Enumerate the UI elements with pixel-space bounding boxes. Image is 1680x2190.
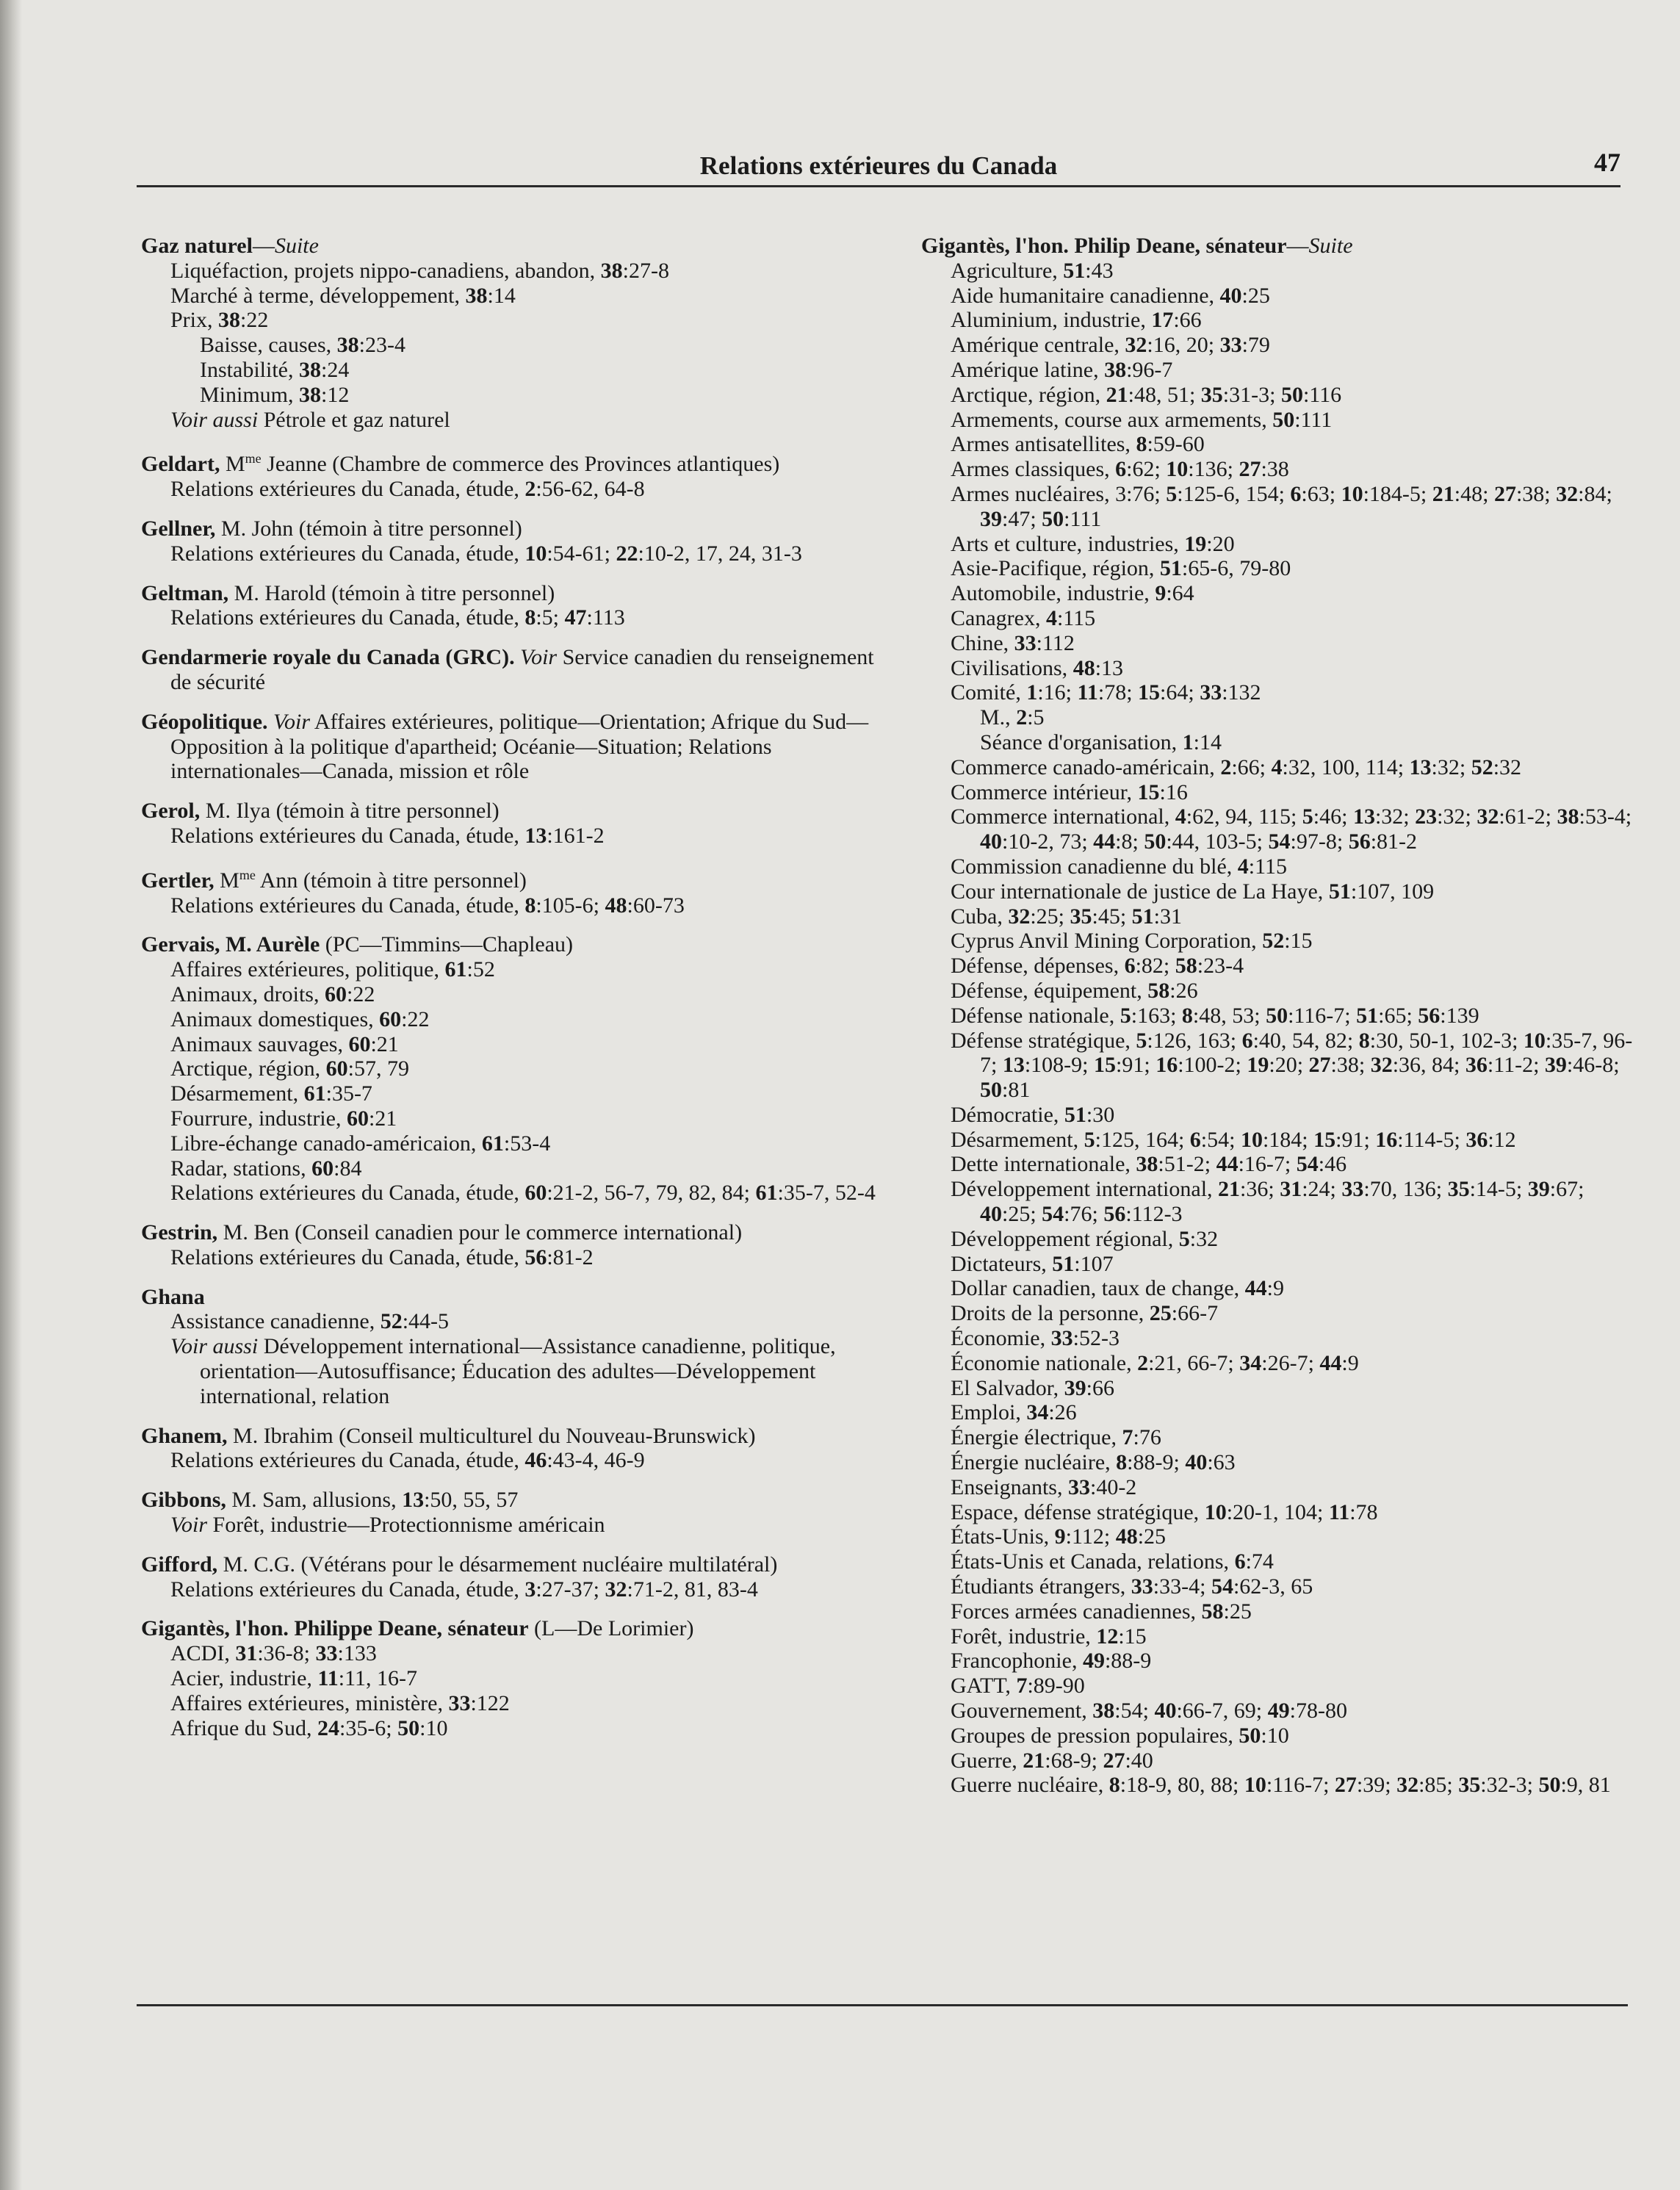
- entry-subitem: Libre-échange canado-américaion, 61:53-4: [170, 1131, 551, 1156]
- entry-subitem: États-Unis, 9:112; 48:25: [951, 1524, 1167, 1549]
- entry-heading-detail: —: [1286, 234, 1309, 258]
- entry-subitem: Commerce intérieur, 15:16: [951, 779, 1188, 804]
- index-entry: [141, 581, 876, 631]
- entry-heading-detail: Voir Affaires extérieures, politique—Orientation; Afrique du Sud—Opposition à la politique d'apartheid; Océanie—Situation; Relations internationales—Canada, mission et rôle: [170, 709, 869, 784]
- entry-heading-name: Gifford,: [141, 1552, 218, 1577]
- entry-heading-detail: M. Ilya (témoin à titre personnel): [200, 799, 500, 824]
- entry-subitem: Arts et culture, industries, 19:20: [951, 531, 1235, 556]
- entry-subitem: Marché à terme, développement, 38:14: [170, 283, 516, 308]
- entry-subitem: Armes nucléaires, 3:76; 5:125-6, 154; 6:63; 10:184-5; 21:48; 27:38; 32:84; 39:47; 50:111: [951, 481, 1612, 531]
- entry-continued-label: Suite: [1308, 234, 1353, 258]
- entry-subitem-level2: Minimum, 38:12: [200, 382, 350, 407]
- entry-subitem: Relations extérieures du Canada, étude, 2:56-62, 64-8: [170, 477, 645, 502]
- entry-heading-name: Géopolitique.: [141, 709, 268, 734]
- entry-heading-name: Gerol,: [141, 799, 201, 824]
- entry-subitem: Civilisations, 48:13: [951, 655, 1124, 680]
- entry-heading-detail: M. C.G. (Vétérans pour le désarmement nucléaire multilatéral): [217, 1552, 778, 1577]
- entry-heading: [141, 581, 876, 606]
- entry-subitem: Francophonie, 49:88-9: [951, 1649, 1152, 1674]
- index-entry: [141, 1220, 876, 1270]
- entry-subitem: Prix, 38:22: [170, 308, 269, 333]
- entry-subitem: Affaires extérieures, ministère, 33:122: [170, 1690, 510, 1715]
- entry-subitem: Défense nationale, 5:163; 8:48, 53; 50:116-7; 51:65; 56:139: [951, 1003, 1479, 1028]
- entry-subitem: Défense stratégique, 5:126, 163; 6:40, 54, 82; 8:30, 50-1, 102-3; 10:35-7, 96-7; 13:108-9; 15:91; 16:100-2; 19:20; 27:38; 32:36, 84; 36:11-2; 39:46-8; 50:81: [951, 1028, 1633, 1103]
- entry-subitem: Défense, dépenses, 6:82; 58:23-4: [951, 954, 1244, 979]
- entry-subitem: Étudiants étrangers, 33:33-4; 54:62-3, 65: [951, 1574, 1313, 1599]
- index-entry: [141, 1488, 876, 1538]
- entry-heading-name: Gendarmerie royale du Canada (GRC).: [141, 645, 515, 670]
- entry-heading-detail: (PC—Timmins—Chapleau): [320, 932, 574, 957]
- entry-heading-name: Gellner,: [141, 516, 216, 541]
- page-title: Relations extérieures du Canada: [699, 151, 1058, 180]
- entry-heading: [141, 234, 876, 259]
- entry-subitem: Animaux sauvages, 60:21: [170, 1031, 399, 1056]
- entry-heading-name: Ghana: [141, 1284, 205, 1309]
- entry-heading: [141, 710, 876, 784]
- entry-subitem: Radar, stations, 60:84: [170, 1156, 362, 1181]
- index-entry: [141, 447, 876, 502]
- entry-heading-name: Gertler,: [141, 868, 214, 893]
- entry-subitem: Relations extérieures du Canada, étude, 10:54-61; 22:10-2, 17, 24, 31-3: [170, 541, 802, 566]
- entry-subitem: Cuba, 32:25; 35:45; 51:31: [951, 904, 1183, 929]
- entry-subitem: Asie-Pacifique, région, 51:65-6, 79-80: [951, 556, 1291, 581]
- entry-subitem: Relations extérieures du Canada, étude, 3:27-37; 32:71-2, 81, 83-4: [170, 1577, 758, 1602]
- entry-heading-detail: M. Harold (témoin à titre personnel): [228, 580, 555, 605]
- entry-subitem: Canagrex, 4:115: [951, 605, 1096, 630]
- entry-heading-name: Gigantès, l'hon. Philip Deane, sénateur: [921, 234, 1287, 258]
- entry-subitem: Commerce international, 4:62, 94, 115; 5:46; 13:32; 23:32; 32:61-2; 38:53-4; 40:10-2, 73; 44:8; 50:44, 103-5; 54:97-8; 56:81-2: [951, 804, 1632, 854]
- entry-heading-name: Geldart,: [141, 452, 220, 477]
- entry-heading-name: Gestrin,: [141, 1220, 218, 1245]
- entry-subitem: Amérique latine, 38:96-7: [951, 357, 1173, 382]
- entry-subitem: États-Unis et Canada, relations, 6:74: [951, 1549, 1274, 1574]
- index-entry: [141, 1285, 876, 1409]
- entry-subitem: Relations extérieures du Canada, étude, 60:21-2, 56-7, 79, 82, 84; 61:35-7, 52-4: [170, 1181, 876, 1206]
- index-entry: [141, 1552, 876, 1602]
- entry-subitem: Énergie nucléaire, 8:88-9; 40:63: [951, 1450, 1236, 1475]
- entry-subitem: Guerre nucléaire, 8:18-9, 80, 88; 10:116-7; 27:39; 32:85; 35:32-3; 50:9, 81: [951, 1773, 1611, 1798]
- entry-subitem: Arctique, région, 60:57, 79: [170, 1056, 409, 1081]
- index-entry: [141, 645, 876, 695]
- entry-subitem: Développement international, 21:36; 31:24; 33:70, 136; 35:14-5; 39:67; 40:25; 54:76; 56:112-3: [951, 1177, 1585, 1227]
- entry-subitem: Aide humanitaire canadienne, 40:25: [951, 283, 1270, 308]
- entry-subitem: GATT, 7:89-90: [951, 1674, 1085, 1699]
- entry-subitem: Voir aussi Développement international—Assistance canadienne, politique, orientation—Autosuffisance; Éducation des adultes—Développement international, relation: [170, 1334, 836, 1408]
- entry-heading-detail: M. John (témoin à titre personnel): [215, 516, 522, 541]
- index-entry: [141, 1616, 876, 1740]
- entry-heading-name: Geltman,: [141, 580, 229, 605]
- index-entry: [141, 234, 876, 432]
- index-entry: [141, 932, 876, 1206]
- entry-heading: [141, 645, 876, 695]
- entry-subitem: Dollar canadien, taux de change, 44:9: [951, 1276, 1284, 1301]
- entry-heading-detail: M. Ben (Conseil canadien pour le commerce international): [217, 1220, 743, 1245]
- entry-heading: [141, 932, 876, 957]
- entry-heading: [141, 516, 876, 541]
- entry-subitem-level2: M., 2:5: [980, 705, 1045, 730]
- entry-subitem: Droits de la personne, 25:66-7: [951, 1301, 1219, 1326]
- entry-subitem: El Salvador, 39:66: [951, 1375, 1114, 1400]
- index-column-left: [141, 234, 876, 1755]
- entry-heading: [141, 863, 876, 893]
- index-column-right: [921, 234, 1641, 1812]
- index-entry: [141, 863, 876, 918]
- entry-subitem: Agriculture, 51:43: [951, 258, 1114, 283]
- entry-subitem: Cour internationale de justice de La Haye, 51:107, 109: [951, 879, 1435, 904]
- entry-heading-name: Gibbons,: [141, 1488, 226, 1513]
- entry-subitem: Développement régional, 5:32: [951, 1226, 1219, 1251]
- entry-subitem: Commerce canado-américain, 2:66; 4:32, 100, 114; 13:32; 52:32: [951, 754, 1522, 779]
- entry-subitem: Relations extérieures du Canada, étude, 46:43-4, 46-9: [170, 1448, 645, 1473]
- entry-subitem: Désarmement, 5:125, 164; 6:54; 10:184; 15:91; 16:114-5; 36:12: [951, 1127, 1516, 1152]
- entry-subitem: Assistance canadienne, 52:44-5: [170, 1309, 450, 1334]
- entry-heading-detail: $M^{me}$ Jeanne (Chambre de commerce des Provinces atlantiques): [220, 451, 780, 477]
- entry-subitem: Économie nationale, 2:21, 66-7; 34:26-7; 44:9: [951, 1350, 1359, 1375]
- index-entry: [141, 799, 876, 849]
- entry-heading: [141, 799, 876, 824]
- entry-subitem-level2: Séance d'organisation, 1:14: [980, 730, 1222, 754]
- entry-heading-detail: Voir Service canadien du renseignement de sécurité: [170, 645, 874, 694]
- entry-subitem: Enseignants, 33:40-2: [951, 1474, 1137, 1499]
- entry-subitem: Relations extérieures du Canada, étude, 8:105-6; 48:60-73: [170, 893, 685, 918]
- entry-subitem: Guerre, 21:68-9; 27:40: [951, 1748, 1153, 1773]
- entry-heading-detail: —: [252, 234, 275, 258]
- entry-subitem: Voir Forêt, industrie—Protectionnisme américain: [170, 1513, 605, 1538]
- entry-heading-detail: $M^{me}$ Ann (témoin à titre personnel): [214, 867, 527, 893]
- entry-heading: [141, 1285, 876, 1310]
- entry-heading-detail: M. Ibrahim (Conseil multiculturel du Nouveau-Brunswick): [227, 1423, 756, 1448]
- entry-subitem: Cyprus Anvil Mining Corporation, 52:15: [951, 929, 1313, 954]
- page-number: 47: [1594, 148, 1620, 177]
- entry-heading-detail: (L—De Lorimier): [528, 1616, 694, 1641]
- entry-subitem: Énergie électrique, 7:76: [951, 1425, 1161, 1450]
- entry-subitem: Commission canadienne du blé, 4:115: [951, 854, 1287, 879]
- entry-subitem: Forces armées canadiennes, 58:25: [951, 1599, 1252, 1624]
- entry-subitem: Comité, 1:16; 11:78; 15:64; 33:132: [951, 680, 1261, 705]
- entry-subitem: Emploi, 34:26: [951, 1400, 1077, 1425]
- entry-subitem: Armes classiques, 6:62; 10:136; 27:38: [951, 457, 1289, 482]
- entry-subitem: Relations extérieures du Canada, étude, 8:5; 47:113: [170, 605, 625, 630]
- entry-subitem-level2: Instabilité, 38:24: [200, 357, 350, 382]
- entry-subitem: Aluminium, industrie, 17:66: [951, 308, 1202, 333]
- entry-subitem: Groupes de pression populaires, 50:10: [951, 1723, 1289, 1748]
- entry-subitem: Démocratie, 51:30: [951, 1102, 1115, 1127]
- entry-continued-label: Suite: [274, 234, 319, 258]
- index-entry: [921, 234, 1641, 1798]
- page-binding-shadow: [0, 0, 22, 2190]
- entry-subitem: Fourrure, industrie, 60:21: [170, 1106, 397, 1131]
- bottom-rule: [137, 2004, 1628, 2006]
- entry-heading: [141, 1220, 876, 1245]
- entry-subitem: Relations extérieures du Canada, étude, 13:161-2: [170, 823, 605, 848]
- entry-heading: [141, 1616, 876, 1641]
- entry-subitem-level2: Baisse, causes, 38:23-4: [200, 333, 405, 358]
- entry-heading-detail: M. Sam, allusions, 13:50, 55, 57: [226, 1488, 519, 1513]
- entry-heading-name: Gervais, M. Aurèle: [141, 932, 320, 957]
- page-header: [137, 147, 1620, 187]
- entry-subitem: Armes antisatellites, 8:59-60: [951, 432, 1205, 457]
- entry-subitem: Arctique, région, 21:48, 51; 35:31-3; 50:116: [951, 382, 1342, 407]
- entry-subitem: Liquéfaction, projets nippo-canadiens, abandon, 38:27-8: [170, 258, 669, 283]
- entry-subitem: Afrique du Sud, 24:35-6; 50:10: [170, 1715, 448, 1740]
- entry-subitem: Désarmement, 61:35-7: [170, 1081, 372, 1106]
- entry-subitem: Armements, course aux armements, 50:111: [951, 407, 1333, 432]
- entry-heading: [921, 234, 1641, 259]
- entry-heading: [141, 447, 876, 477]
- entry-subitem: Acier, industrie, 11:11, 16-7: [170, 1666, 417, 1691]
- entry-heading: [141, 1552, 876, 1577]
- entry-heading: [141, 1488, 876, 1513]
- entry-subitem: Dictateurs, 51:107: [951, 1251, 1114, 1276]
- entry-heading: [141, 1424, 876, 1449]
- entry-subitem: Animaux, droits, 60:22: [170, 981, 375, 1006]
- entry-subitem: Forêt, industrie, 12:15: [951, 1624, 1147, 1649]
- entry-heading-name: Ghanem,: [141, 1423, 228, 1448]
- index-entry: [141, 516, 876, 566]
- entry-subitem: Défense, équipement, 58:26: [951, 978, 1198, 1003]
- entry-subitem: Économie, 33:52-3: [951, 1326, 1120, 1351]
- entry-subitem: Voir aussi Pétrole et gaz naturel: [170, 407, 450, 432]
- entry-subitem: ACDI, 31:36-8; 33:133: [170, 1641, 377, 1666]
- index-entry: [141, 710, 876, 784]
- entry-subitem: Animaux domestiques, 60:22: [170, 1006, 430, 1031]
- index-entry: [141, 1424, 876, 1474]
- entry-subitem: Automobile, industrie, 9:64: [951, 581, 1194, 606]
- entry-subitem: Gouvernement, 38:54; 40:66-7, 69; 49:78-80: [951, 1699, 1347, 1723]
- entry-heading-name: Gaz naturel: [141, 234, 253, 258]
- entry-subitem: Chine, 33:112: [951, 630, 1075, 655]
- entry-subitem: Amérique centrale, 32:16, 20; 33:79: [951, 333, 1270, 358]
- entry-subitem: Affaires extérieures, politique, 61:52: [170, 957, 495, 982]
- entry-subitem: Dette internationale, 38:51-2; 44:16-7; 54:46: [951, 1152, 1347, 1177]
- entry-subitem: Espace, défense stratégique, 10:20-1, 104; 11:78: [951, 1499, 1378, 1524]
- entry-heading-name: Gigantès, l'hon. Philippe Deane, sénateur: [141, 1616, 529, 1641]
- entry-subitem: Relations extérieures du Canada, étude, 56:81-2: [170, 1245, 594, 1269]
